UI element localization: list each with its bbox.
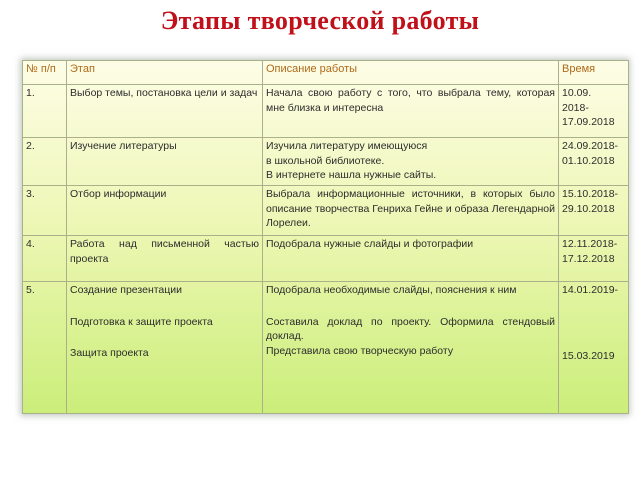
row-stage: Отбор информации: [67, 186, 263, 236]
row-number: 4.: [23, 236, 67, 282]
row-number: 2.: [23, 138, 67, 186]
stage-line: Защита проекта: [70, 347, 149, 359]
row-stage: Изучение литературы: [67, 138, 263, 186]
stages-table: [22, 60, 629, 414]
time-line: 2018-: [562, 101, 589, 114]
line-gap: [70, 329, 259, 346]
row-description: Подобрала нужные слайды и фотографии: [263, 236, 559, 282]
row-description: [263, 138, 559, 186]
description-line: В интернете нашла нужные сайты.: [266, 169, 437, 181]
row-time: [559, 282, 629, 414]
header-time: Время: [559, 61, 629, 85]
table-row: [23, 282, 629, 414]
time-line: 14.01.2019-: [562, 284, 619, 296]
description-line: Изучила литературу имеющуюся: [266, 140, 428, 152]
row-time: [559, 186, 629, 236]
time-line: 15.10.2018-: [562, 188, 619, 200]
row-stage: [67, 282, 263, 414]
line-gap: [562, 332, 625, 349]
time-line: 24.09.2018-: [562, 140, 619, 152]
table-row: [23, 186, 629, 236]
row-description: Начала свою работу с того, что выбрала тему, которая мне близка и интересна: [263, 85, 559, 138]
description-line: Представила свою творческую работу: [266, 344, 454, 357]
row-description: [263, 282, 559, 414]
table-row: [23, 85, 629, 138]
description-line: в школьной библиотеке.: [266, 154, 385, 167]
header-number: № п/п: [23, 61, 67, 85]
description-line: Составила доклад по проекту. Оформила стендовый доклад.: [266, 315, 555, 342]
line-gap: [562, 315, 625, 332]
header-description: Описание работы: [263, 61, 559, 85]
row-time: [559, 138, 629, 186]
time-line: 17.12.2018: [562, 252, 615, 265]
row-stage: Выбор темы, постановка цели и задач: [67, 85, 263, 138]
table-row: [23, 138, 629, 186]
time-line: 29.10.2018: [562, 202, 615, 215]
line-gap: [70, 298, 259, 315]
page-title: Этапы творческой работы: [160, 6, 480, 35]
row-description: Выбрала информационные источники, в которых было описание творчества Генриха Гейне и образа Легендарной Лорелеи.: [263, 186, 559, 236]
row-number: 5.: [23, 282, 67, 414]
row-number: 3.: [23, 186, 67, 236]
header-stage: Этап: [67, 61, 263, 85]
time-line: 10.09.: [562, 87, 592, 99]
time-line: 15.03.2019: [562, 349, 615, 362]
time-line: 12.11.2018-: [562, 238, 618, 250]
time-line: 01.10.2018: [562, 154, 615, 167]
stage-line: Подготовка к защите проекта: [70, 315, 213, 328]
row-time: [559, 236, 629, 282]
row-stage: Работа над письменной частью проекта: [67, 236, 263, 282]
table-row: [23, 236, 629, 282]
line-gap: [266, 298, 555, 315]
description-line: Подобрала необходимые слайды, пояснения к ним: [266, 284, 517, 296]
stage-line: Создание презентации: [70, 284, 183, 296]
row-time: [559, 85, 629, 138]
line-gap: [562, 298, 625, 315]
stages-table-container: [22, 60, 628, 414]
time-line: 17.09.2018: [562, 116, 615, 128]
table-header-row: [23, 61, 629, 85]
row-number: 1.: [23, 85, 67, 138]
